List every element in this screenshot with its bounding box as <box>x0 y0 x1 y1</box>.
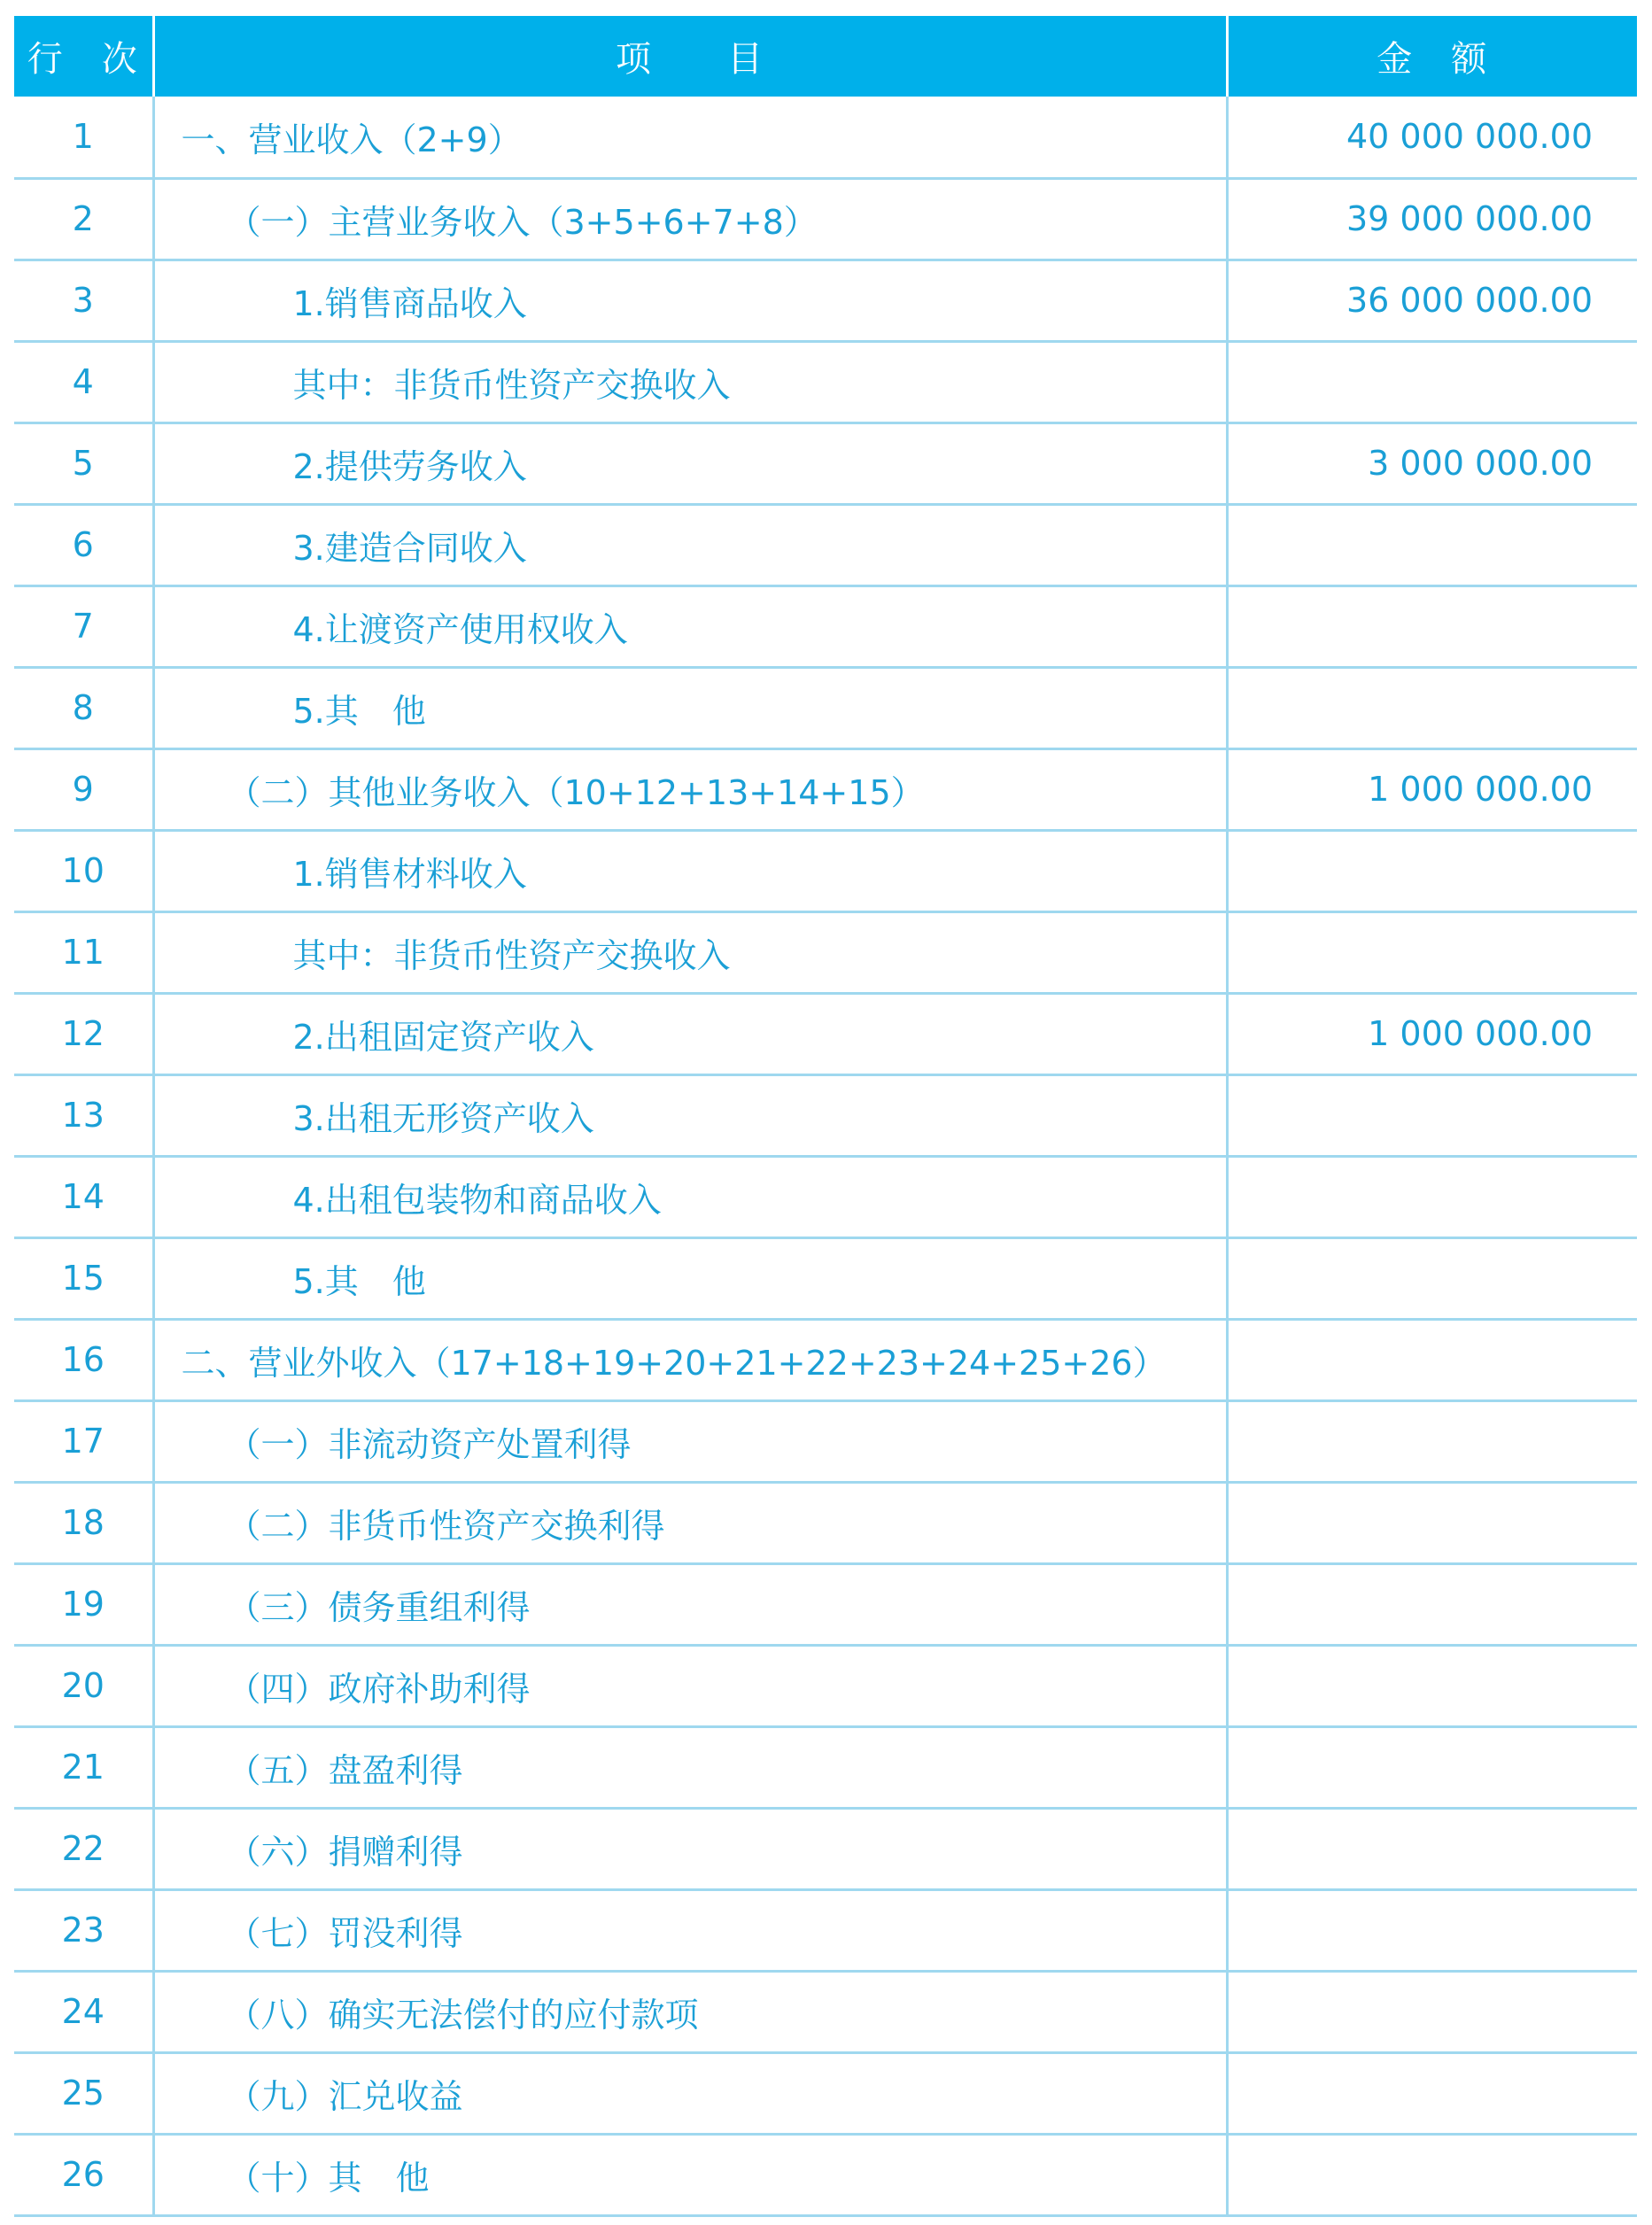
amount-cell <box>1227 1889 1637 1971</box>
item-cell: 3.建造合同收入 <box>153 504 1227 585</box>
row-number-cell: 5 <box>14 423 153 504</box>
amount-cell: 36 000 000.00 <box>1227 260 1637 341</box>
table-row <box>14 1889 1637 1971</box>
table-row <box>14 1645 1637 1726</box>
amount-cell <box>1227 830 1637 911</box>
amount-cell <box>1227 2134 1637 2215</box>
row-number-cell: 4 <box>14 341 153 423</box>
row-number-cell: 18 <box>14 1482 153 1563</box>
item-cell: 2.出租固定资产收入 <box>153 993 1227 1074</box>
item-cell: 3.出租无形资产收入 <box>153 1074 1227 1156</box>
header-row <box>14 16 1637 97</box>
table-row <box>14 1482 1637 1563</box>
amount-cell <box>1227 1726 1637 1808</box>
row-number-cell: 11 <box>14 911 153 993</box>
amount-cell <box>1227 1971 1637 2052</box>
row-number-cell: 17 <box>14 1400 153 1482</box>
item-cell: （三）债务重组利得 <box>153 1563 1227 1645</box>
item-cell: 4.让渡资产使用权收入 <box>153 585 1227 667</box>
row-number-cell: 12 <box>14 993 153 1074</box>
item-cell: 一、营业收入（2+9） <box>153 97 1227 178</box>
amount-cell <box>1227 1237 1637 1319</box>
row-number-cell: 16 <box>14 1319 153 1400</box>
income-detail-table <box>14 16 1637 2217</box>
amount-cell: 3 000 000.00 <box>1227 423 1637 504</box>
table-row <box>14 1237 1637 1319</box>
row-number-cell: 13 <box>14 1074 153 1156</box>
amount-cell <box>1227 1156 1637 1237</box>
item-cell: 4.出租包装物和商品收入 <box>153 1156 1227 1237</box>
header-amount: 金 额 <box>1227 16 1637 97</box>
amount-cell <box>1227 1645 1637 1726</box>
table-row <box>14 504 1637 585</box>
item-cell: 其中：非货币性资产交换收入 <box>153 341 1227 423</box>
row-number-cell: 20 <box>14 1645 153 1726</box>
amount-cell <box>1227 667 1637 748</box>
amount-cell: 1 000 000.00 <box>1227 993 1637 1074</box>
item-cell: 2.提供劳务收入 <box>153 423 1227 504</box>
row-number-cell: 23 <box>14 1889 153 1971</box>
table-row <box>14 1319 1637 1400</box>
table-row <box>14 1074 1637 1156</box>
item-cell: （二）其他业务收入（10+12+13+14+15） <box>153 748 1227 830</box>
row-number-cell: 14 <box>14 1156 153 1237</box>
amount-cell <box>1227 1319 1637 1400</box>
row-number-cell: 15 <box>14 1237 153 1319</box>
row-number-cell: 9 <box>14 748 153 830</box>
amount-cell: 39 000 000.00 <box>1227 178 1637 260</box>
row-number-cell: 7 <box>14 585 153 667</box>
amount-cell <box>1227 585 1637 667</box>
table-row <box>14 585 1637 667</box>
table-row <box>14 993 1637 1074</box>
row-number-cell: 22 <box>14 1808 153 1889</box>
table-row <box>14 830 1637 911</box>
table-row <box>14 1400 1637 1482</box>
header-item: 项 目 <box>153 16 1227 97</box>
amount-cell <box>1227 1563 1637 1645</box>
row-number-cell: 24 <box>14 1971 153 2052</box>
item-cell: （八）确实无法偿付的应付款项 <box>153 1971 1227 2052</box>
table-body <box>14 97 1637 2215</box>
amount-cell <box>1227 1808 1637 1889</box>
table-row <box>14 2052 1637 2134</box>
table-header <box>14 16 1637 97</box>
item-cell: （九）汇兑收益 <box>153 2052 1227 2134</box>
row-number-cell: 2 <box>14 178 153 260</box>
row-number-cell: 1 <box>14 97 153 178</box>
row-number-cell: 26 <box>14 2134 153 2215</box>
amount-cell: 1 000 000.00 <box>1227 748 1637 830</box>
row-number-cell: 6 <box>14 504 153 585</box>
item-cell: （五）盘盈利得 <box>153 1726 1227 1808</box>
table-row <box>14 1156 1637 1237</box>
header-row-number: 行 次 <box>14 16 153 97</box>
item-cell: （一）非流动资产处置利得 <box>153 1400 1227 1482</box>
table-row <box>14 423 1637 504</box>
table-row <box>14 260 1637 341</box>
row-number-cell: 19 <box>14 1563 153 1645</box>
table-row <box>14 748 1637 830</box>
row-number-cell: 25 <box>14 2052 153 2134</box>
table-row <box>14 1971 1637 2052</box>
amount-cell: 40 000 000.00 <box>1227 97 1637 178</box>
table-row <box>14 178 1637 260</box>
table-row <box>14 667 1637 748</box>
table-row <box>14 1563 1637 1645</box>
item-cell: 1.销售材料收入 <box>153 830 1227 911</box>
table-row <box>14 1808 1637 1889</box>
item-cell: 5.其 他 <box>153 1237 1227 1319</box>
table-row <box>14 1726 1637 1808</box>
table-row <box>14 2134 1637 2215</box>
item-cell: 5.其 他 <box>153 667 1227 748</box>
income-table-sheet <box>14 16 1637 2217</box>
row-number-cell: 10 <box>14 830 153 911</box>
table-row <box>14 911 1637 993</box>
item-cell: （十）其 他 <box>153 2134 1227 2215</box>
amount-cell <box>1227 1074 1637 1156</box>
amount-cell <box>1227 1400 1637 1482</box>
table-row <box>14 97 1637 178</box>
amount-cell <box>1227 504 1637 585</box>
item-cell: 其中：非货币性资产交换收入 <box>153 911 1227 993</box>
row-number-cell: 21 <box>14 1726 153 1808</box>
item-cell: （四）政府补助利得 <box>153 1645 1227 1726</box>
row-number-cell: 3 <box>14 260 153 341</box>
item-cell: （六）捐赠利得 <box>153 1808 1227 1889</box>
item-cell: （一）主营业务收入（3+5+6+7+8） <box>153 178 1227 260</box>
item-cell: （七）罚没利得 <box>153 1889 1227 1971</box>
amount-cell <box>1227 2052 1637 2134</box>
amount-cell <box>1227 911 1637 993</box>
table-row <box>14 341 1637 423</box>
item-cell: 二、营业外收入（17+18+19+20+21+22+23+24+25+26） <box>153 1319 1227 1400</box>
row-number-cell: 8 <box>14 667 153 748</box>
item-cell: 1.销售商品收入 <box>153 260 1227 341</box>
item-cell: （二）非货币性资产交换利得 <box>153 1482 1227 1563</box>
amount-cell <box>1227 341 1637 423</box>
amount-cell <box>1227 1482 1637 1563</box>
